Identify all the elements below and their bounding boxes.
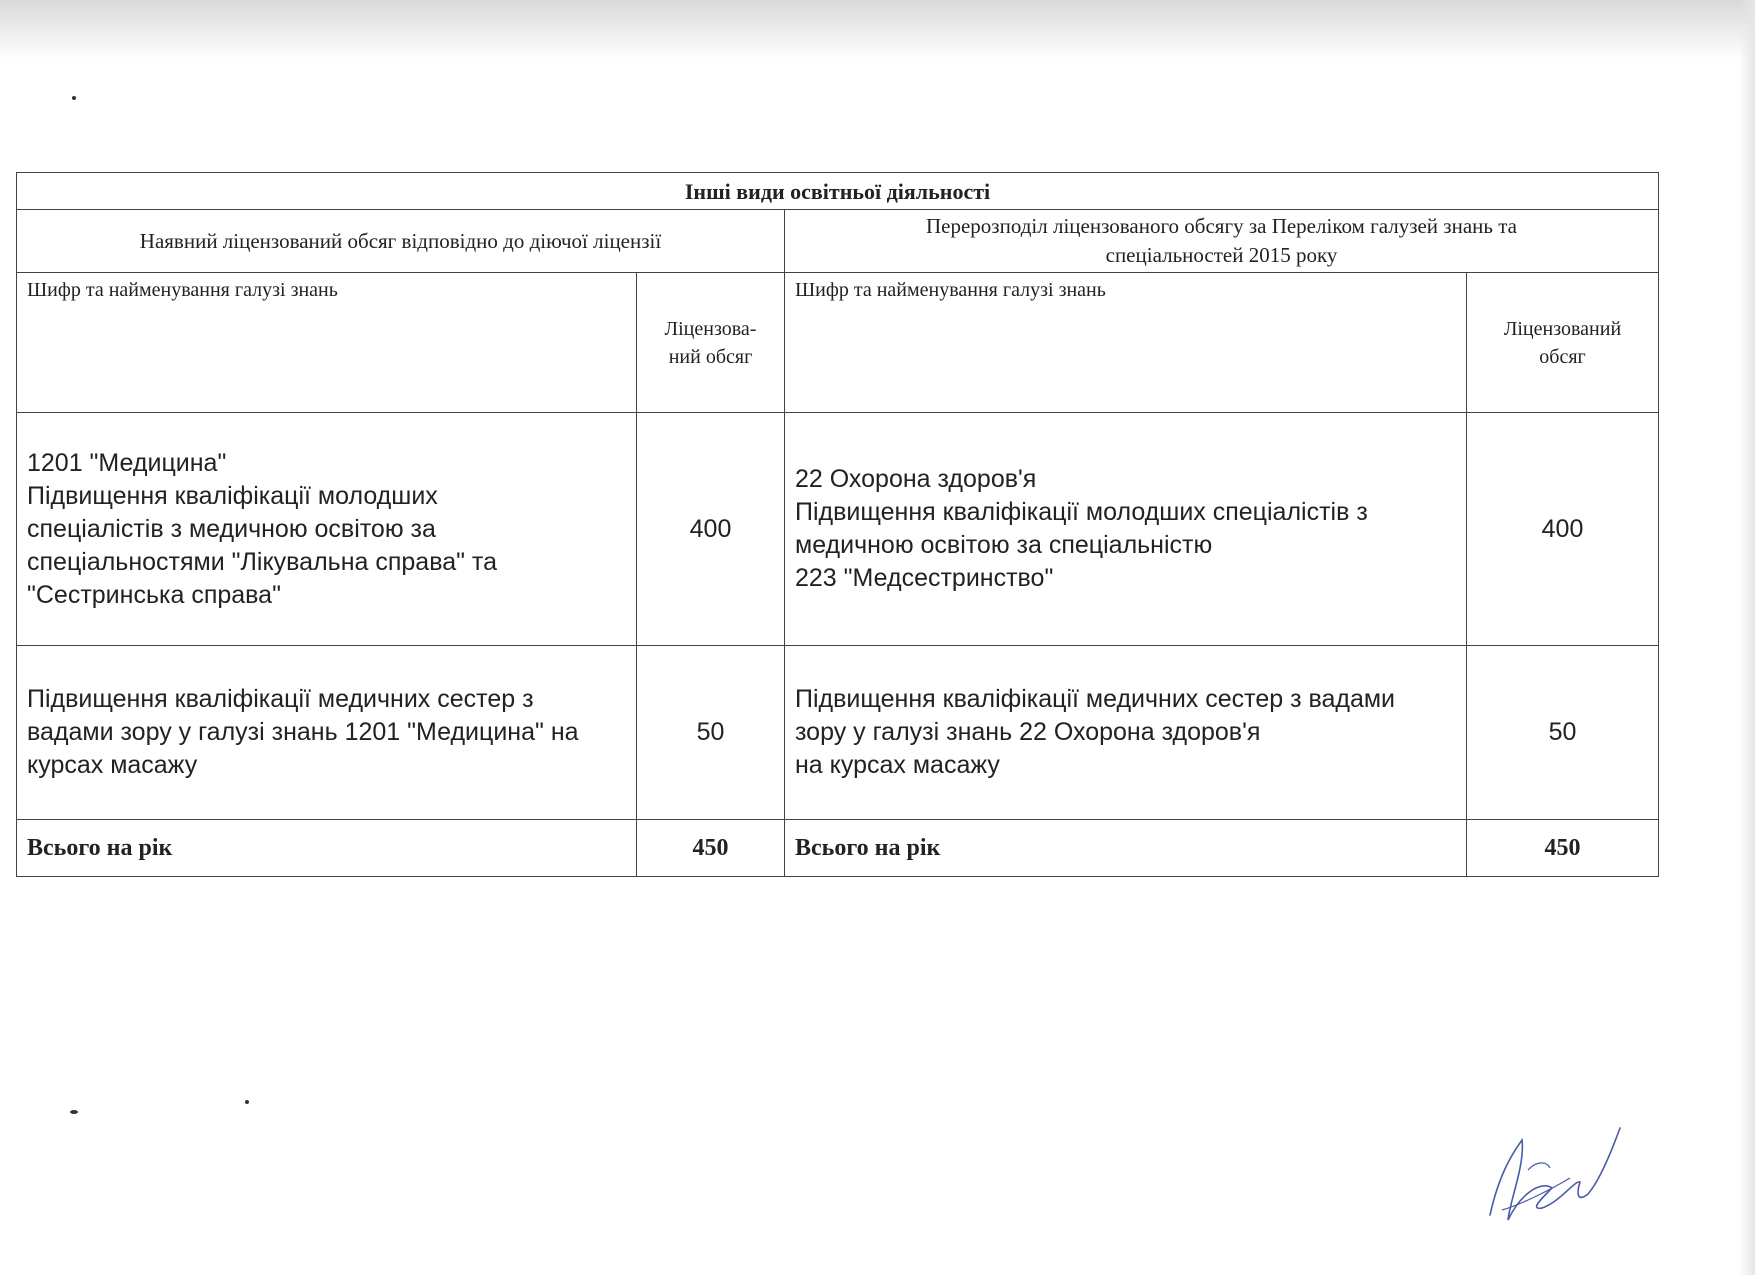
right-column-name-header: Шифр та найменування галузі знань	[785, 273, 1467, 413]
volume-header-line: Ліцензова-	[664, 317, 757, 340]
right-volume-cell: 400	[1467, 413, 1659, 646]
right-specialty-cell	[785, 413, 1467, 646]
total-value-right: 450	[1467, 820, 1659, 877]
left-volume-cell: 50	[637, 646, 785, 820]
text-line: вадами зору у галузі знань 1201 "Медицина" на	[27, 718, 579, 746]
text-line: 1201 "Медицина"	[27, 448, 227, 477]
right-section-header-line: Перерозподіл ліцензованого обсягу за Переліком галузей знань та	[926, 214, 1517, 238]
text-line: на курсах масажу	[795, 751, 1000, 779]
scan-shadow-right	[1739, 0, 1755, 1275]
column-header-row	[17, 273, 1659, 413]
total-label-left: Всього на рік	[17, 820, 637, 877]
scan-speck	[72, 96, 76, 100]
text-line: Підвищення кваліфікації молодших	[27, 481, 438, 510]
volume-header-line: ний обсяг	[668, 345, 753, 368]
left-column-name-header: Шифр та найменування галузі знань	[17, 273, 637, 413]
right-specialty-cell	[785, 646, 1467, 820]
right-section-header-line: спеціальностей 2015 року	[1105, 243, 1338, 267]
handwritten-signature	[1480, 1110, 1630, 1240]
text-line: зору у галузі знань 22 Охорона здоров'я	[795, 718, 1261, 746]
left-specialty-cell	[17, 413, 637, 646]
license-table	[16, 172, 1659, 877]
left-column-volume-header	[637, 273, 785, 413]
scan-speck	[245, 1100, 249, 1104]
right-column-volume-header	[1467, 273, 1659, 413]
title-row	[17, 173, 1659, 210]
left-section-header: Наявний ліцензований обсяг відповідно до діючої ліцензії	[17, 210, 785, 273]
scan-speck	[70, 1110, 78, 1114]
volume-header-line: Ліцензований	[1503, 317, 1622, 340]
text-line: Підвищення кваліфікації медичних сестер з вадами	[795, 685, 1396, 713]
left-volume-cell: 400	[637, 413, 785, 646]
text-line: 223 "Медсестринство"	[795, 564, 1054, 592]
table-row	[17, 646, 1659, 820]
text-line: спеціальностями "Лікувальна справа" та	[27, 547, 497, 576]
table-row	[17, 413, 1659, 646]
right-section-header	[785, 210, 1659, 273]
left-specialty-cell	[17, 646, 637, 820]
total-value-left: 450	[637, 820, 785, 877]
scan-shadow-top	[0, 0, 1755, 60]
subheader-row	[17, 210, 1659, 273]
text-line: курсах масажу	[27, 751, 198, 779]
right-volume-cell: 50	[1467, 646, 1659, 820]
text-line: медичною освітою за спеціальністю	[795, 531, 1213, 559]
volume-header-line: обсяг	[1539, 345, 1586, 368]
total-label-right: Всього на рік	[785, 820, 1467, 877]
table-title: Інші види освітньої діяльності	[17, 173, 1659, 210]
text-line: Підвищення кваліфікації медичних сестер з	[27, 685, 534, 713]
text-line: Підвищення кваліфікації молодших спеціалістів з	[795, 498, 1368, 526]
total-row	[17, 820, 1659, 877]
text-line: 22 Охорона здоров'я	[795, 465, 1037, 493]
text-line: "Сестринська справа"	[27, 580, 281, 609]
text-line: спеціалістів з медичною освітою за	[27, 514, 436, 543]
